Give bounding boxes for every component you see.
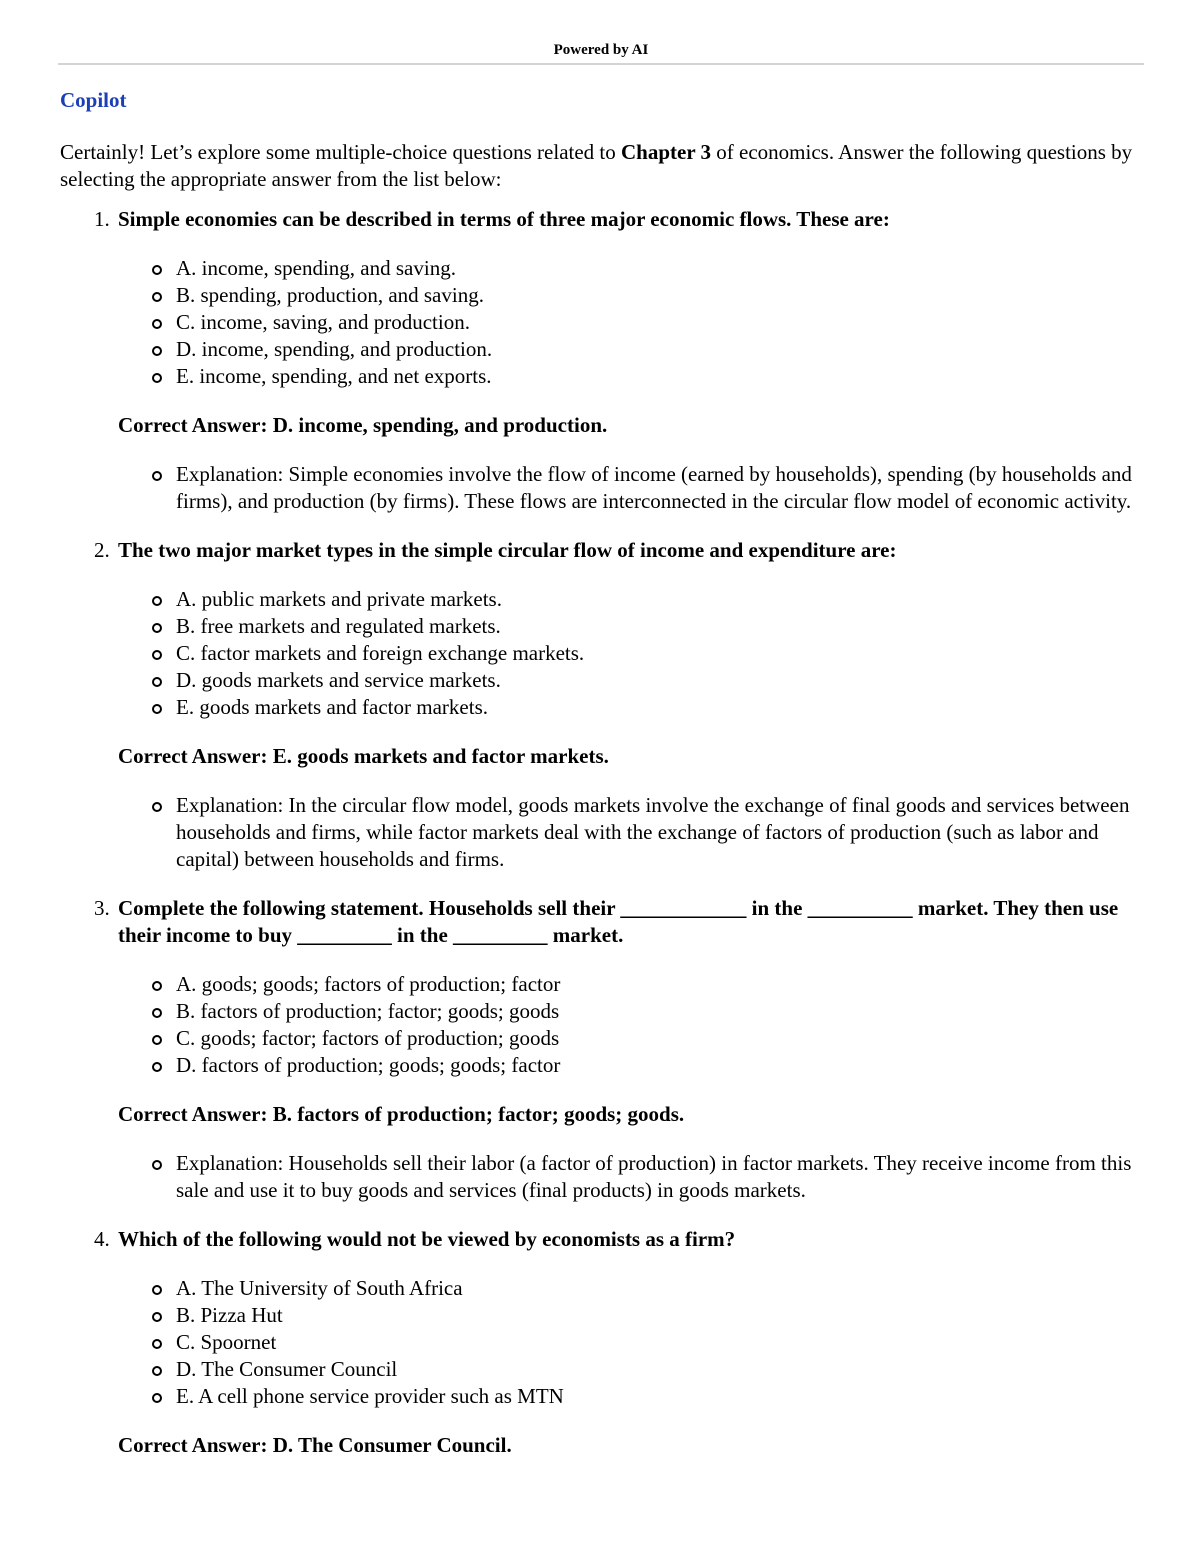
circle-bullet-icon [152,1062,162,1072]
explanation-list [60,1150,1144,1204]
explanation-item: Explanation: In the circular flow model, goods markets involve the exchange of final goods and services between households and firms, while factor markets deal with the exchange of factors of production (such as labor and capital) between households and firms. [176,792,1144,873]
question-number: 1. [94,207,110,231]
option-item: A. The University of South Africa [176,1275,1144,1302]
circle-bullet-icon [152,623,162,633]
circle-bullet-icon [152,265,162,275]
circle-bullet-icon [152,1393,162,1403]
option-item: E. goods markets and factor markets. [176,694,1144,721]
circle-bullet-icon [152,1366,162,1376]
circle-bullet-icon [152,1035,162,1045]
app-title: Copilot [60,88,127,112]
explanation-item: Explanation: Households sell their labor (a factor of production) in factor markets. They receive income from this sale and use it to buy goods and services (final products) in goods markets. [176,1150,1144,1204]
option-item: B. factors of production; factor; goods; goods [176,998,1144,1025]
question-number: 2. [94,538,110,562]
question-text: Which of the following would not be viewed by economists as a firm? [118,1227,736,1251]
circle-bullet-icon [152,802,162,812]
page-header: Powered by AI [553,42,649,58]
option-item: C. factor markets and foreign exchange markets. [176,640,1144,667]
circle-bullet-icon [152,319,162,329]
circle-bullet-icon [152,373,162,383]
circle-bullet-icon [152,346,162,356]
option-item: D. The Consumer Council [176,1356,1144,1383]
correct-answer: Correct Answer: E. goods markets and factor markets. [118,744,609,768]
option-item: B. Pizza Hut [176,1302,1144,1329]
option-item: A. goods; goods; factors of production; factor [176,971,1144,998]
circle-bullet-icon [152,650,162,660]
correct-answer: Correct Answer: D. income, spending, and production. [118,413,608,437]
circle-bullet-icon [152,1339,162,1349]
question-number: 4. [94,1227,110,1251]
intro-text-bold: Chapter 3 [621,140,712,164]
question-text: The two major market types in the simple circular flow of income and expenditure are: [118,538,897,562]
question-4 [60,1226,1144,1253]
option-item: A. public markets and private markets. [176,586,1144,613]
intro-text-before: Certainly! Let’s explore some multiple-choice questions related to [60,140,622,164]
circle-bullet-icon [152,1312,162,1322]
header-divider [58,63,1144,65]
question-number: 3. [94,896,110,920]
options-list [60,1275,1144,1410]
intro-text-after: of economics. Answer the following questions by selecting the appropriate answer from the list below: [60,140,1133,191]
explanation-list [60,461,1144,515]
options-list [60,971,1144,1079]
circle-bullet-icon [152,1285,162,1295]
option-item: E. A cell phone service provider such as MTN [176,1383,1144,1410]
question-2 [60,537,1144,564]
option-item: A. income, spending, and saving. [176,255,1144,282]
option-item: E. income, spending, and net exports. [176,363,1144,390]
circle-bullet-icon [152,292,162,302]
option-item: C. income, saving, and production. [176,309,1144,336]
circle-bullet-icon [152,1160,162,1170]
explanation-item: Explanation: Simple economies involve the flow of income (earned by households), spending (by households and firms), and production (by firms). These flows are interconnected in the circular flow model of economic activity. [176,461,1144,515]
question-3 [60,895,1144,949]
circle-bullet-icon [152,596,162,606]
correct-answer: Correct Answer: D. The Consumer Council. [118,1433,512,1457]
intro-paragraph [60,139,1144,193]
question-1 [60,206,1144,233]
option-item: B. free markets and regulated markets. [176,613,1144,640]
circle-bullet-icon [152,981,162,991]
circle-bullet-icon [152,677,162,687]
response-content [60,139,1144,1459]
circle-bullet-icon [152,471,162,481]
option-item: B. spending, production, and saving. [176,282,1144,309]
explanation-list [60,792,1144,873]
correct-answer: Correct Answer: B. factors of production; factor; goods; goods. [118,1102,685,1126]
circle-bullet-icon [152,704,162,714]
option-item: D. income, spending, and production. [176,336,1144,363]
option-item: D. factors of production; goods; goods; factor [176,1052,1144,1079]
question-text: Simple economies can be described in terms of three major economic flows. These are: [118,207,890,231]
options-list [60,255,1144,390]
circle-bullet-icon [152,1008,162,1018]
option-item: C. goods; factor; factors of production; goods [176,1025,1144,1052]
question-text: Complete the following statement. Households sell their ____________ in the __________ market. They then use their income to buy _________ in the _________ market. [118,896,1119,947]
option-item: D. goods markets and service markets. [176,667,1144,694]
options-list [60,586,1144,721]
option-item: C. Spoornet [176,1329,1144,1356]
